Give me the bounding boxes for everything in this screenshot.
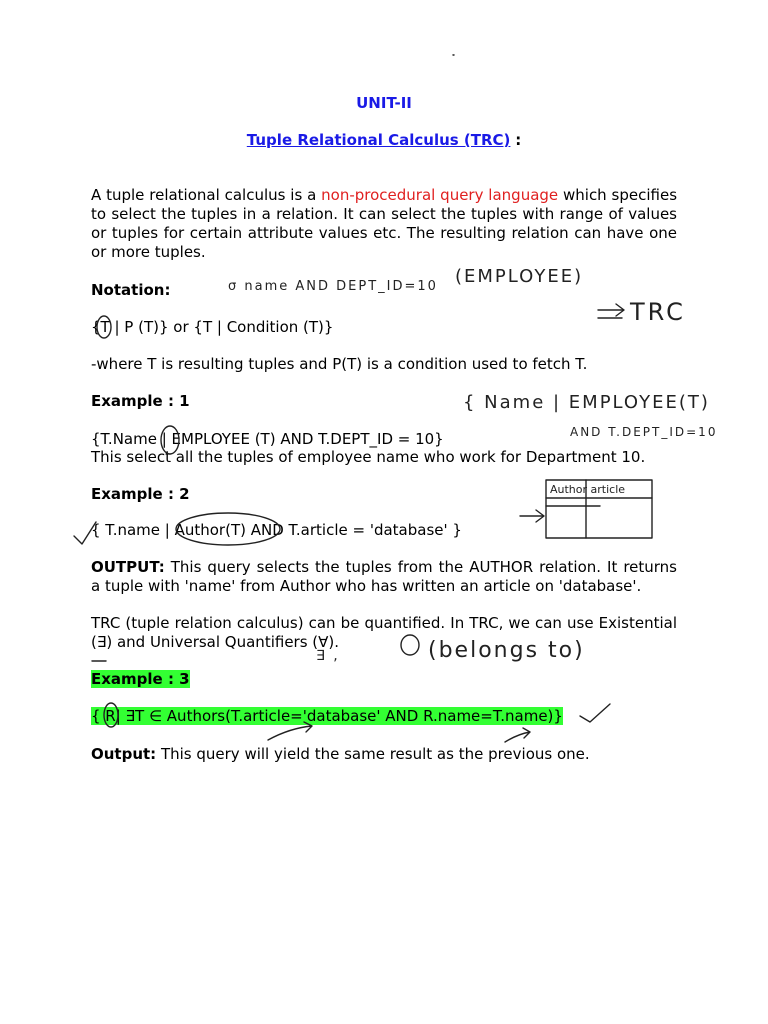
intro-paragraph	[91, 186, 677, 262]
intro-before: A tuple relational calculus is a	[91, 186, 322, 204]
handwritten-example1-line1: { Name | EMPLOYEE(T)	[463, 392, 710, 413]
intro-highlight: non-procedural query language	[321, 186, 559, 204]
section-colon: :	[515, 131, 522, 149]
example3-output: Output: This query will yield the same result as the previous one.	[91, 745, 590, 763]
handwritten-table-header: Author article	[550, 483, 626, 496]
quantifiers-paragraph: TRC (tuple relation calculus) can be quantified. In TRC, we can use Existential (∃) and Universal Quantifiers (∀).	[91, 614, 677, 651]
example1-label: Example : 1	[91, 392, 190, 410]
example2-query: { T.name | Author(T) AND T.article = 'database' }	[91, 521, 462, 539]
arrow-to-trc-icon	[598, 304, 624, 318]
notation-label: Notation:	[91, 281, 171, 299]
handwritten-exists-symbol: ∃ ,	[316, 648, 340, 664]
handwritten-belongs-to: (belongs to)	[428, 638, 585, 663]
section-title-link[interactable]: Tuple Relational Calculus (TRC)	[246, 131, 511, 149]
notation-formula: {T | P (T)} or {T | Condition (T)}	[91, 318, 334, 336]
arrow-under-name-icon	[505, 728, 530, 742]
example2-label: Example : 2	[91, 485, 190, 503]
example1-query: {T.Name | EMPLOYEE (T) AND T.DEPT_ID = 10}	[91, 430, 444, 448]
handwritten-trc-note: TRC	[630, 298, 686, 326]
unit-title: UNIT-II	[356, 94, 412, 112]
example3-label: Example : 3	[91, 670, 190, 688]
section-heading	[0, 131, 768, 149]
notation-where: -where T is resulting tuples and P(T) is a condition used to fetch T.	[91, 355, 588, 373]
intro-after: which specifies to select the tuples in a relation. It can select the tuples with range of values or tuples for certain attribute values etc. The resulting relation can have one or more tuples.	[91, 186, 678, 261]
example1-desc: This select all the tuples of employee name who work for Department 10.	[91, 448, 646, 466]
handwritten-example1-line2: AND T.DEPT_ID=10	[570, 425, 718, 439]
handwritten-sigma-note: σ name AND DEPT_ID=10	[228, 279, 438, 294]
example3-query: { R| ∃T ∈ Authors(T.article='database' AND R.name=T.name)}	[91, 707, 563, 725]
example2-output: OUTPUT: This query selects the tuples from the AUTHOR relation. It returns a tuple with 'name' from Author who has written an article on 'database'.	[91, 558, 677, 595]
handwritten-employee-note: (EMPLOYEE)	[455, 266, 584, 287]
